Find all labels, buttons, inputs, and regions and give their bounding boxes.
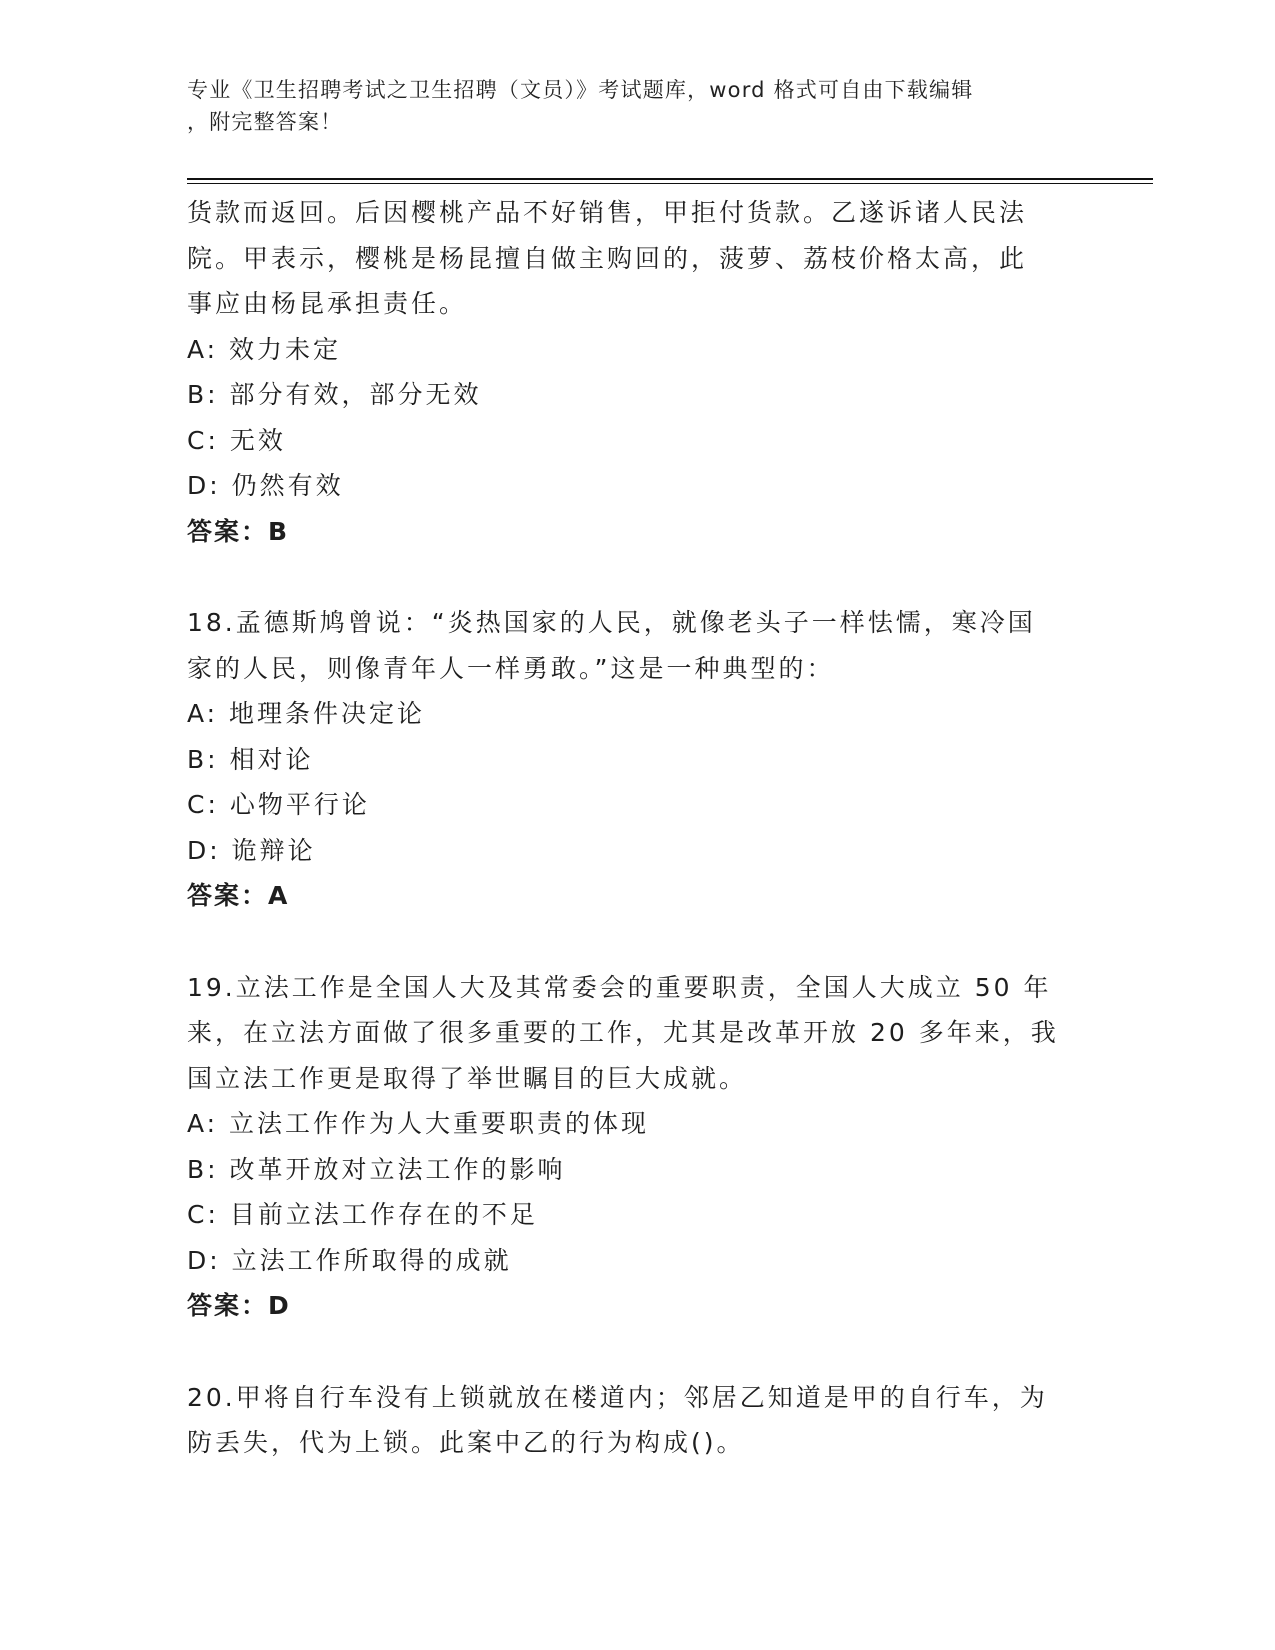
- answer-label: 答案：A: [187, 881, 290, 910]
- question-stem-line: 18.孟德斯鸠曾说：“炎热国家的人民，就像老头子一样怯懦，寒冷国: [187, 608, 1036, 637]
- option-d: D: 诡辩论: [187, 835, 316, 865]
- option-a: A: 地理条件决定论: [187, 699, 426, 728]
- header-divider-thin: [187, 183, 1153, 184]
- question-stem-line: 货款而返回。后因樱桃产品不好销售，甲拒付货款。乙遂诉诸人民法: [187, 198, 1028, 227]
- spacer: [187, 919, 1087, 965]
- option-d: D: 仍然有效: [187, 471, 344, 500]
- question-stem-line: 20.甲将自行车没有上锁就放在楼道内；邻居乙知道是甲的自行车，为: [187, 1382, 1048, 1412]
- answer-label: 答案：B: [187, 516, 290, 546]
- option-b: B: 部分有效，部分无效: [187, 380, 482, 409]
- question-18: [187, 600, 1087, 919]
- option-c: C: 无效: [187, 425, 286, 455]
- option-c: C: 心物平行论: [187, 790, 370, 819]
- question-20: [187, 1375, 1087, 1466]
- question-stem-line: 事应由杨昆承担责任。: [187, 289, 468, 318]
- question-stem-line: 国立法工作更是取得了举世瞩目的巨大成就。: [187, 1063, 748, 1093]
- option-a: A: 效力未定: [187, 334, 342, 364]
- question-19: [187, 965, 1087, 1329]
- question-stem-line: 院。甲表示，樱桃是杨昆擅自做主购回的，菠萝、荔枝价格太高，此: [187, 243, 1028, 273]
- header-divider-thick: [187, 178, 1153, 180]
- spacer: [187, 1329, 1087, 1375]
- question-17: [187, 190, 1087, 554]
- option-d: D: 立法工作所取得的成就: [187, 1245, 512, 1275]
- question-stem-line: 家的人民，则像青年人一样勇敢。”这是一种典型的：: [187, 653, 835, 683]
- header-line-1: 专业《卫生招聘考试之卫生招聘（文员）》考试题库，word 格式可自由下载编辑: [187, 78, 974, 102]
- question-stem-line: 19.立法工作是全国人大及其常委会的重要职责，全国人大成立 50 年: [187, 972, 1052, 1002]
- question-stem-line: 防丢失，代为上锁。此案中乙的行为构成()。: [187, 1428, 745, 1457]
- spacer: [187, 554, 1087, 600]
- option-b: B: 相对论: [187, 744, 314, 774]
- option-c: C: 目前立法工作存在的不足: [187, 1200, 538, 1229]
- option-b: B: 改革开放对立法工作的影响: [187, 1154, 566, 1184]
- document-header: [187, 74, 1077, 138]
- question-list: [187, 190, 1087, 1466]
- answer-label: 答案：D: [187, 1291, 291, 1320]
- header-line-2: ，附完整答案！: [187, 110, 343, 134]
- question-stem-line: 来，在立法方面做了很多重要的工作，尤其是改革开放 20 多年来，我: [187, 1018, 1059, 1047]
- option-a: A: 立法工作作为人大重要职责的体现: [187, 1109, 650, 1138]
